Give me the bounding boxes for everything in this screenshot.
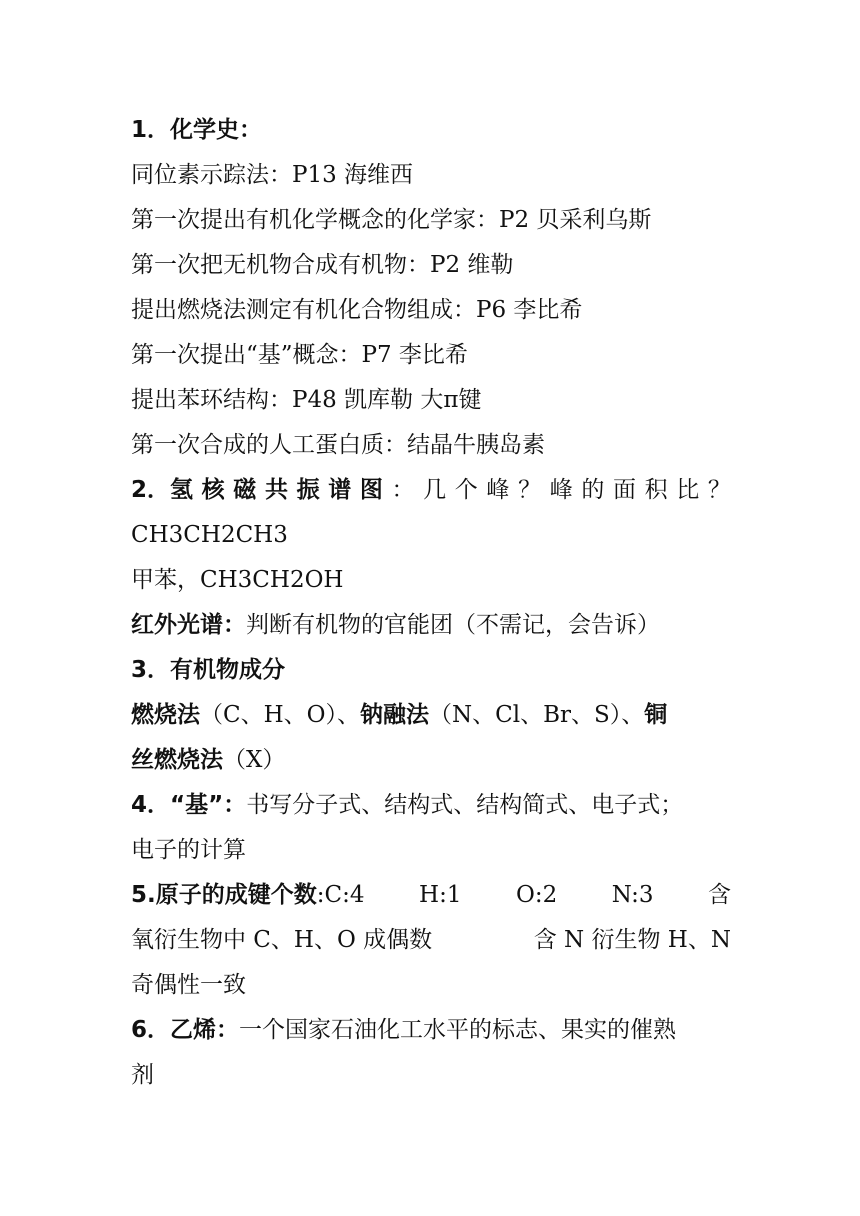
ir-label: 红外光谱：: [131, 612, 246, 638]
heading-char: 核: [201, 477, 225, 503]
heading-char: 峰: [486, 477, 510, 503]
parity-text: 含 N 衍生物 H、N: [533, 927, 731, 953]
heading-char: 个: [454, 477, 478, 503]
method-label: 钠融法: [360, 702, 430, 728]
section-5-line-2: [131, 918, 731, 963]
parity-text: 氧衍生物中 C、H、O 成偶数: [131, 927, 433, 953]
history-line: 提出燃烧法测定有机化合物组成：P6 李比希: [131, 297, 583, 323]
methods-line: [131, 693, 731, 738]
ir-line: [131, 603, 731, 648]
valence-han: 含: [708, 882, 731, 908]
history-line: 第一次提出有机化学概念的化学家：P2 贝采利乌斯: [131, 207, 652, 233]
methods-line: [131, 738, 731, 783]
heading-char: 图: [359, 477, 383, 503]
heading-char: 几: [423, 477, 447, 503]
section-5-line-3: 奇偶性一致: [131, 972, 246, 998]
history-line: 同位素示踪法：P13 海维西: [131, 162, 414, 188]
method-label: 燃烧法: [131, 702, 200, 728]
heading-char: 磁: [233, 477, 257, 503]
heading-char: 谱: [328, 477, 352, 503]
valence-n: N:3: [611, 882, 654, 908]
heading-char: 积: [644, 477, 668, 503]
history-line: 第一次合成的人工蛋白质：结晶牛胰岛素: [131, 432, 545, 458]
section-6-text: 一个国家石油化工水平的标志、果实的催熟: [239, 1017, 677, 1043]
section-4-heading: 4．“基”：: [131, 792, 247, 818]
section-1-heading: 1．化学史：: [131, 117, 263, 143]
heading-char: 共: [264, 477, 288, 503]
section-4-text-2: 电子的计算: [131, 837, 246, 863]
method-elements: （C、H、O）、: [200, 702, 361, 728]
method-elements: （X）: [223, 747, 286, 773]
section-6-heading: 6．乙烯：: [131, 1017, 240, 1043]
section-6-text-2: 剂: [131, 1062, 154, 1088]
heading-char: 面: [612, 477, 636, 503]
history-line: 第一次提出“基”概念：P7 李比希: [131, 342, 468, 368]
formula-line: CH3CH2CH3: [131, 522, 288, 548]
section-4-text: 书写分子式、结构式、结构简式、电子式；: [246, 792, 684, 818]
heading-char: 振: [296, 477, 320, 503]
heading-char: ？: [707, 477, 731, 503]
heading-char: 峰: [549, 477, 573, 503]
valence-h: H:1: [419, 882, 462, 908]
history-line: 提出苯环结构：P48 凯库勒 大π键: [131, 387, 482, 413]
method-elements: （N、Cl、Br、S）、: [429, 702, 645, 728]
method-label: 丝燃烧法: [131, 747, 223, 773]
heading-char: ：: [391, 477, 415, 503]
ir-text: 判断有机物的官能团（不需记，会告诉）: [246, 612, 660, 638]
section-4-line: [131, 783, 731, 828]
formula-line: 甲苯，CH3CH2OH: [131, 567, 344, 593]
section-5-line: [131, 873, 731, 918]
document-page: [131, 108, 731, 1098]
section-5-heading: 5.原子的成键个数: [131, 882, 317, 908]
section-2-heading: [131, 468, 731, 513]
section-3-heading: 3．有机物成分: [131, 657, 286, 683]
method-label: 铜: [644, 702, 668, 728]
heading-char: 2．氢: [131, 477, 194, 503]
heading-char: 比: [676, 477, 700, 503]
history-line: 第一次把无机物合成有机物：P2 维勒: [131, 252, 514, 278]
heading-char: 的: [581, 477, 605, 503]
heading-char: ？: [518, 477, 542, 503]
valence-o: O:2: [516, 882, 558, 908]
valence-c: :C:4: [316, 882, 365, 908]
section-6-line: [131, 1008, 731, 1053]
